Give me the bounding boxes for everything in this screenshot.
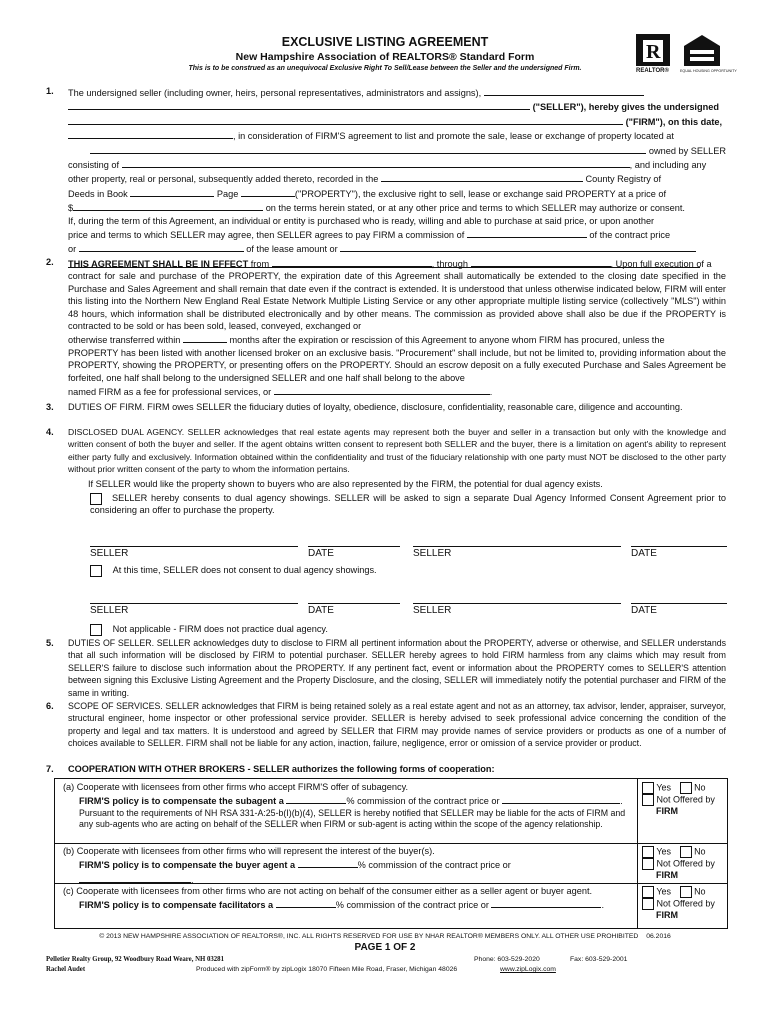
signature-row-1 <box>90 546 730 560</box>
s1-line-12b: of the lease amount or <box>246 244 338 255</box>
s1-line-4: , in consideration of FIRM'S agreement to list and promote the sale, lease or exchange of property located at <box>233 131 674 142</box>
s2-through-label: , through <box>431 259 468 269</box>
s1-book-label: Deeds in Book <box>68 188 128 199</box>
lease-commission-field[interactable] <box>79 241 244 252</box>
coop-row-c: (c) Cooperate with licensees from other firms who are not acting on behalf of the consumer either as a seller agent or buyer agent. FIRM'S policy is to compensate facilitators a % commission of the contract price or . Yes No Not Offered by FIRM <box>55 883 727 928</box>
s2-heading: THIS AGREEMENT SHALL BE IN EFFECT <box>68 259 249 269</box>
coop-row-a: (a) Cooperate with licensees from other firms who accept FIRM'S offer of subagency. FIRM'S policy is to compensate the subagent a % commission of the contract price or . Pursuant to the requirements of NH RSA 331-A:25-b(I)(b)(4), SELLER is hereby notified that SELLER may be liable for the acts of FIRM and any sub-agents who are acting on behalf of the SELLER when FIRM or sub-agent is acting within the scope of the agency relationship. Yes No Not Offered by FIRM <box>55 779 727 844</box>
date-line[interactable]: DATE <box>308 603 400 617</box>
facilitator-percent-field[interactable] <box>276 897 336 908</box>
start-date-field[interactable] <box>272 256 432 267</box>
buyer-agent-percent-field[interactable] <box>298 857 358 868</box>
company-address: Pelletier Realty Group, 92 Woodbury Road Weare, NH 03281 <box>46 956 224 963</box>
document-title: EXCLUSIVE LISTING AGREEMENT <box>281 35 489 49</box>
professional-fee-field[interactable] <box>274 384 490 395</box>
coop-a-notice: Pursuant to the requirements of NH RSA 331-A:25-b(I)(b)(4), SELLER is hereby notified that SELLER may be liable for the acts of FIRM and any sub-agents who are acting on behalf of the SELLER when FIRM or sub-agent is acting within the scope of the agency relationship. <box>79 807 626 829</box>
end-date-field[interactable] <box>471 256 611 267</box>
s1-line-7b: County Registry of <box>585 174 662 185</box>
coop-c-no-checkbox[interactable] <box>680 886 692 898</box>
date-line[interactable]: DATE <box>631 603 727 617</box>
s1-line-10: If, during the term of this Agreement, an individual or entity is purchased who is ready, willing and able to purchase at said price, or upon another <box>68 215 655 226</box>
other-commission-field[interactable] <box>340 241 696 252</box>
section-6 <box>46 700 726 750</box>
s3-paragraph: DUTIES OF FIRM. FIRM owes SELLER the fiduciary duties of loyalty, obedience, disclosure, confidentiality, reasonable care, diligence and accounting. <box>68 402 683 412</box>
s4-if-line: If SELLER would like the property shown to buyers who are also represented by the FIRM, the potential for dual agency exists. <box>88 478 603 489</box>
coop-c-title: (c) Cooperate with licensees from other firms who are not acting on behalf of the consumer either as a seller agent or buyer agent. <box>63 886 593 896</box>
facilitator-amount-field[interactable] <box>491 897 601 908</box>
coop-a-not-offered-checkbox[interactable] <box>642 794 654 806</box>
signature-row-2 <box>90 603 730 617</box>
seller-signature-line[interactable]: SELLER <box>90 546 298 560</box>
section-number: 6. <box>46 701 54 711</box>
s1-dollar-sign: $ <box>68 203 74 214</box>
s1-line-6b: , and including any <box>629 160 707 171</box>
company-fax: Fax: 603-529-2001 <box>570 956 628 963</box>
commission-field[interactable] <box>467 227 587 238</box>
section-number: 7. <box>46 764 54 774</box>
coop-b-commission: % commission of the contract price or <box>357 860 511 871</box>
date-line[interactable]: DATE <box>308 546 400 560</box>
coop-c-commission: % commission of the contract price or <box>335 900 489 911</box>
s4-paragraph: DISCLOSED DUAL AGENCY. SELLER acknowledges that real estate agents may represent both the buyer and seller in a transaction but only with the knowledge and written consent of both the buyer and seller. If the agent obtains written consent to represent both SELLER and the buyer, there is a limitation on agent's ability to represent either party fully and exclusively. Information obtained within the confidentiality and trust of the fiduciary relationship with one party must NOT be disclosed to the other party without prior written consent of the party to whom the information pertains. <box>68 427 726 475</box>
not-applicable-checkbox[interactable] <box>90 624 102 636</box>
document-subtitle: New Hampshire Association of REALTORS® Standard Form <box>235 51 535 63</box>
s1-line-5: owned by SELLER <box>648 145 726 156</box>
price-field[interactable] <box>73 200 263 211</box>
book-field[interactable] <box>130 186 214 197</box>
s4-opt3-text: Not applicable - FIRM does not practice dual agency. <box>112 624 328 634</box>
firm-name-field[interactable] <box>68 114 623 125</box>
svg-text:R: R <box>646 41 661 63</box>
s1-line-7a: other property, real or personal, subsequently added thereto, recorded in the <box>68 174 379 185</box>
copyright-text: © 2013 NEW HAMPSHIRE ASSOCIATION OF REALTORS®, INC. ALL RIGHTS RESERVED FOR USE BY NHAR REALTOR® MEMBERS ONLY. ALL OTHER USE PROHIBITED <box>99 933 639 940</box>
produced-text: Produced with zipForm® by zipLogix 18070 Fifteen Mile Road, Fraser, Michigan 48026 <box>196 966 458 973</box>
s6-paragraph: SCOPE OF SERVICES. SELLER acknowledges that FIRM is being retained solely as a real estate agent and not as an attorney, tax advisor, lender, appraiser, surveyor, structural engineer, home inspector or other professional service provider. SELLER is hereby advised to seek professional advice concerning the condition of the property and legal and tax matters. It is understood and agreed by SELLER that FIRM may provide names of service providers or products as one of a number of choices available to SELLER. FIRM shall not be liable for any action, inaction, failure, negligence, error or omission of a service provider or product. <box>68 701 726 749</box>
seller-signature-line[interactable]: SELLER <box>90 603 298 617</box>
section-5 <box>46 637 726 699</box>
cooperation-table <box>54 778 728 929</box>
property-address-field[interactable] <box>90 143 646 154</box>
copyright-line <box>0 932 770 941</box>
coop-b-options: Yes No Not Offered by FIRM <box>637 843 727 883</box>
date-line[interactable]: DATE <box>631 546 727 560</box>
coop-a-commission: % commission of the contract price or <box>346 796 500 807</box>
s2-months-text: months after the expiration or rescission of this Agreement to anyone whom FIRM has procured, unless the <box>229 335 665 346</box>
coop-b-not-offered-checkbox[interactable] <box>642 858 654 870</box>
coop-b-no-checkbox[interactable] <box>680 846 692 858</box>
s1-line-1: The undersigned seller (including owner, heirs, personal representatives, administrators and assigns), <box>68 85 726 99</box>
s4-option-consent <box>90 492 726 517</box>
coop-c-policy: FIRM'S policy is to compensate facilitators a <box>79 900 274 911</box>
subagent-amount-field[interactable] <box>502 793 620 804</box>
ziplogix-link[interactable]: www.zipLogix.com <box>500 966 556 973</box>
buyer-agent-amount-field[interactable] <box>79 872 191 883</box>
s4-opt1-text: SELLER hereby consents to dual agency showings. SELLER will be asked to sign a separate Dual Agency Informed Consent Agreement prior to considering an offer to purchase the property. <box>90 493 726 516</box>
consisting-of-field[interactable] <box>122 157 630 168</box>
s4-option-not-applicable <box>90 623 328 636</box>
agent-name: Rachel Audet <box>46 966 86 973</box>
s1-page-label: Page <box>216 188 239 199</box>
coop-a-no-checkbox[interactable] <box>680 782 692 794</box>
s2-paragraph: contract for sale and purchase of the PROPERTY, the expiration date of this Agreement shall automatically be extended to the closing date specified in the Purchase and Sales Agreement and shall remain that date even if the contract is extended. It is understood that unless otherwise indicated below, FIRM will enter this listing into the Northern New England Real Estate Network Multiple Listing Service or any other appropriate multiple listing service (collectively "MLS") within 48 hours, which information shall be distributed electronically and by other means. The commission as provided above shall also be due if the PROPERTY is contracted to be sold or has been sold, leased, conveyed, exchanged or <box>68 271 726 332</box>
agreement-date-field[interactable] <box>68 128 233 139</box>
s1-line-11b: of the contract price <box>589 230 671 241</box>
coop-b-policy: FIRM'S policy is to compensate the buyer agent a <box>79 860 296 871</box>
seller-signature-line[interactable]: SELLER <box>413 546 621 560</box>
eho-logo-text: EQUAL HOUSING OPPORTUNITY <box>680 69 737 73</box>
seller-name-field-2[interactable] <box>68 99 530 110</box>
county-field[interactable] <box>381 171 583 182</box>
company-phone: Phone: 603-529-2020 <box>474 956 540 963</box>
s1-or-label: or <box>68 244 77 255</box>
subagent-percent-field[interactable] <box>286 793 346 804</box>
s7-heading: COOPERATION WITH OTHER BROKERS - SELLER authorizes the following forms of cooperation: <box>68 764 495 774</box>
coop-b-title: (b) Cooperate with licensees from other firms who will represent the interest of the buyer(s). <box>63 846 435 856</box>
coop-b-yes-checkbox[interactable] <box>642 846 654 858</box>
page-field[interactable] <box>241 186 295 197</box>
section-4 <box>46 426 726 517</box>
document-note: This is to be construed as an unequivocal Exclusive Right To Sell/Lease between the Seller and the undersigned Firm. <box>188 65 582 72</box>
s1-line-8c: ("PROPERTY"), the exclusive right to sell, lease or exchange said PROPERTY at a price of <box>294 188 667 199</box>
consent-checkbox[interactable] <box>90 493 102 505</box>
form-version: 06.2016 <box>646 933 671 940</box>
realtor-logo-text: REALTOR® <box>636 68 669 74</box>
s1-line-11a: price and terms to which SELLER may agree, then SELLER agrees to pay FIRM a commission of <box>68 230 465 241</box>
s1-seller-text: ("SELLER"), hereby gives the undersigned <box>532 102 719 113</box>
coop-row-b: (b) Cooperate with licensees from other firms who will represent the interest of the buyer(s). FIRM'S policy is to compensate the buyer agent a % commission of the contract price or . Yes No Not Offered by FIRM <box>55 843 727 884</box>
section-number: 5. <box>46 638 54 648</box>
s5-paragraph: DUTIES OF SELLER. SELLER acknowledges duty to disclose to FIRM all pertinent information about the PROPERTY, adverse or otherwise, and SELLER understands that all such information will be disclosed by FIRM to potential purchaser. SELLER hereby agrees to hold FIRM harmless from any claims which may result from SELLER'S failure to disclose such information about the PROPERTY. If any pertinent fact, event or information about the PROPERTY comes to SELLER'S attention between signing this Exclusive Listing Agreement and the Property Disclosure, and the closing, SELLER will immediately notify the potential purchaser and FIRM of the same in writing. <box>68 638 726 698</box>
logo-group <box>632 32 737 76</box>
coop-c-options: Yes No Not Offered by FIRM <box>637 883 727 928</box>
coop-a-title: (a) Cooperate with licensees from other firms who accept FIRM'S offer of subagency. <box>63 782 409 792</box>
seller-name-field[interactable] <box>484 85 644 96</box>
coop-a-policy: FIRM'S policy is to compensate the subagent a <box>79 796 284 807</box>
s1-firm-text: ("FIRM"), on this date, <box>625 116 723 127</box>
coop-c-not-offered-checkbox[interactable] <box>642 898 654 910</box>
months-field[interactable] <box>183 332 227 343</box>
coop-a-yes-checkbox[interactable] <box>642 782 654 794</box>
section-2: 2. THIS AGREEMENT SHALL BE IN EFFECT from , through . Upon full execution of a contract for sale and purchase of the PROPERTY, the expiration date of this Agreement shall automatically be extended to the closing date specified in the Purchase and Sales Agreement and shall remain that date even if the contract is extended. It is understood that unless otherwise indicated below, FIRM will enter this listing into the Northern New England Real Estate Network Multiple Listing Service or any other appropriate multiple listing service (collectively "MLS") within 48 hours, which information shall be distributed electronically and by other means. The commission as provided above shall also be due if the PROPERTY is contracted to be sold or has been sold, leased, conveyed, exchanged or otherwise transferred within months after the expiration or rescission of this Agreement to anyone whom FIRM has procured, unless the PROPERTY has been listed with another licensed broker on an exclusive basis. "Procurement" shall include, but not be limited to, providing information about the PROPERTY, showing the PROPERTY, or presenting offers on the PROPERTY. Should an escrow deposit on a fully executed Purchase and Sales Agreement be forfeited, one half shall belong to the undersigned SELLER and one half shall belong to the above named FIRM as a fee for professional services, or . <box>46 257 726 398</box>
s4-option-no-consent <box>90 564 377 577</box>
section-number: 3. <box>46 402 54 412</box>
no-consent-checkbox[interactable] <box>90 565 102 577</box>
s2-transferred-label: otherwise transferred within <box>68 335 181 346</box>
s2-paragraph-2: PROPERTY has been listed with another licensed broker on an exclusive basis. "Procurement" shall include, but not be limited to, providing information about the PROPERTY, showing the PROPERTY, or presenting offers on the PROPERTY. Should an escrow deposit on a fully executed Purchase and Sales Agreement be forfeited, one half shall belong to the undersigned SELLER and one half shall belong to the above <box>68 347 726 383</box>
coop-a-options: Yes No Not Offered by FIRM <box>637 779 727 843</box>
s2-line-1d: . Upon full execution of a <box>610 259 712 269</box>
page-number: PAGE 1 OF 2 <box>354 942 416 953</box>
coop-c-yes-checkbox[interactable] <box>642 886 654 898</box>
seller-signature-line[interactable]: SELLER <box>413 603 621 617</box>
section-1 <box>46 85 726 268</box>
s4-opt2-text: At this time, SELLER does not consent to dual agency showings. <box>112 565 377 575</box>
s2-last-line: named FIRM as a fee for professional services, or <box>68 387 272 398</box>
s2-from-label: from <box>250 259 270 269</box>
s1-line-9b: on the terms herein stated, or at any other price and terms to which SELLER may authorize or consent. <box>265 203 685 214</box>
section-3 <box>46 401 726 413</box>
section-number: 4. <box>46 427 54 437</box>
section-7 <box>46 763 726 775</box>
s1-consisting-label: consisting of <box>68 160 120 171</box>
section-number: 1. <box>46 86 54 96</box>
section-number: 2. <box>46 257 54 267</box>
